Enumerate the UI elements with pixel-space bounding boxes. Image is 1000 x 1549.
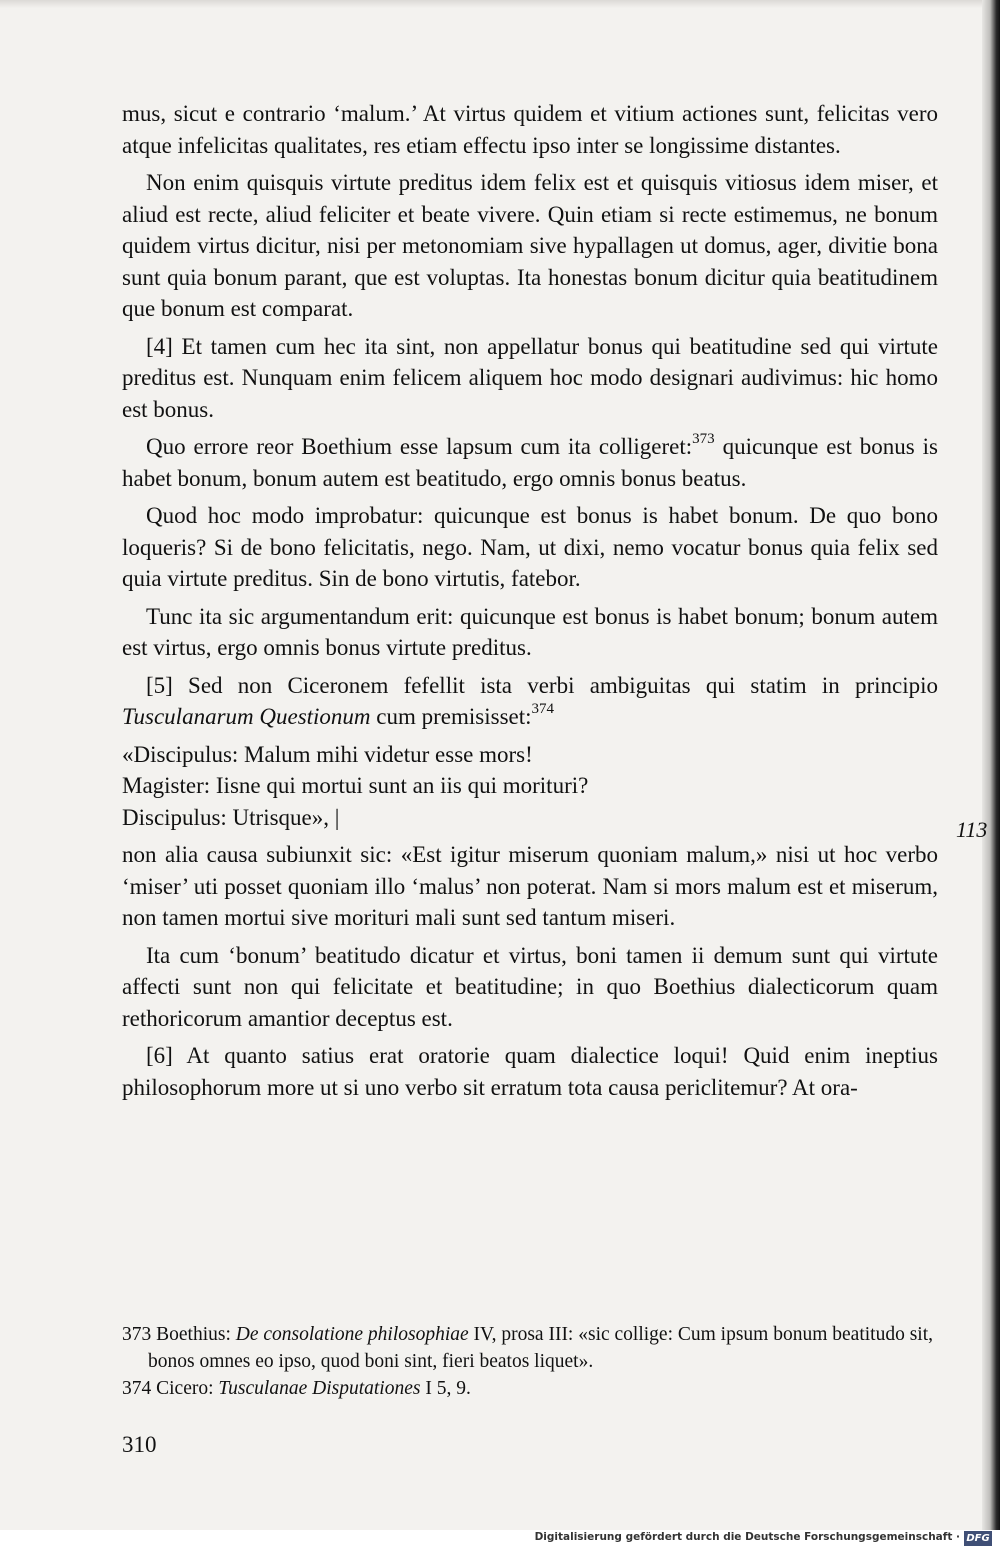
paragraph-4-text-b: quicunque est bonus is habet bonum, bonum autem est beatitudo, ergo omnis bonus beatus. [122, 434, 938, 491]
paragraph-9: Ita cum ‘bonum’ beatitudo dicatur et virtus, boni tamen ii demum sunt qui virtute affecti sunt non qui felicitate et beatitudine; in quo Boethius dialecticorum quam rethoricorum amantior deceptus est. [122, 942, 938, 1031]
paragraph-2: Non enim quisquis virtute preditus idem felix est et quisquis vitiosus idem miser, et aliud est recte, aliud feliciter et beate vivere. Quin etiam si recte estimemus, ne bonum quidem virtus dicitur, nisi per metonomiam sive hypallagen ut domus, ager, divitie bona sunt quia bonum parant, que est voluptas. Ita honestas bonum dicitur quia beatitudinem que bonum est comparat. [122, 170, 938, 321]
page-number: 310 [122, 1432, 157, 1457]
paragraph-7-text-b: cum premisisset: [370, 704, 532, 729]
paragraph-3: [4] Et tamen cum hec ita sint, non appellatur bonus qui beatitudine sed qui virtute preditus est. Nunquam enim felicem aliquem hoc modo designari audivimus: hic homo est bonus. [122, 333, 938, 422]
dfg-logo: DFG [964, 1531, 992, 1546]
footnote-title: De consolatione philosophiae [235, 1324, 469, 1345]
footnote-number: 373 [122, 1324, 152, 1345]
footnote-author: Boethius: [151, 1324, 236, 1345]
footnote-ref-373[interactable]: 373 [692, 431, 715, 448]
footnote-rest: I 5, 9. [420, 1378, 471, 1399]
paragraph-10: [6] At quanto satius erat oratorie quam dialectice loqui! Quid enim ineptius philosophorum more ut si uno verbo sit erratum tota causa periclitemur? At ora- [122, 1043, 938, 1100]
paragraph-4-text-a: Quo errore reor Boethium esse lapsum cum ita colligeret: [146, 434, 693, 459]
footnote-373 [122, 1321, 938, 1375]
footnote-ref-374[interactable]: 374 [531, 701, 555, 718]
footnote-number: 374 [122, 1378, 152, 1399]
paragraph-6: Tunc ita sic argumentandum erit: quicunque est bonus is habet bonum; bonum autem est virtus, ergo omnis bonus virtute preditus. [122, 603, 938, 660]
paragraph-7 [122, 670, 938, 733]
page-top-edge [0, 0, 1000, 8]
footnote-title: Tusculanae Disputationes [218, 1378, 421, 1399]
dialogue-line-1: «Discipulus: Malum mihi videtur esse mors! [122, 741, 533, 767]
paragraph-5: Quod hoc modo improbatur: quicunque est bonus is habet bonum. De quo bono loqueris? Si de bono felicitatis, nego. Nam, ut dixi, nemo vocatur bonus quia felix sed quia virtute preditus. Sin de bono virtutis, fatebor. [122, 503, 938, 591]
footnotes [122, 1321, 938, 1402]
footnote-author: Cicero: [151, 1378, 219, 1399]
dialogue-line-3: Discipulus: Utrisque», | [122, 804, 340, 830]
footnote-rest: IV, prosa III: «sic collige: Cum ipsum bonum beatitudo sit, bonos omnes eo ipso, quod boni sint, fieri beatos liquet». [148, 1324, 933, 1372]
dialogue-line-2: Magister: Iisne qui mortui sunt an iis qui morituri? [122, 773, 589, 798]
paragraph-7-text-a: [5] Sed non Ciceronem fefellit ista verbi ambiguitas qui statim in principio [146, 672, 938, 698]
margin-page-reference: 113 [956, 817, 988, 842]
digitization-credit: Digitalisierung gefördert durch die Deutsche Forschungsgemeinschaft · [534, 1531, 960, 1543]
dialogue-quote [122, 739, 938, 834]
paragraph-8: non alia causa subiunxit sic: «Est igitur miserum quoniam malum,» nisi ut hoc verbo ‘miser’ uti posset quoniam illo ‘malus’ non poterat. Nam si mors malum est et miserum, non tamen mortui sive morituri mali sunt sed tantum miseri. [122, 842, 938, 930]
paragraph-1: mus, sicut e contrario ‘malum.’ At virtus quidem et vitium actiones sunt, felicitas vero atque infelicitas qualitates, res etiam effectu ipso inter se longissime distantes. [122, 101, 938, 158]
work-title-tusculanarum: Tusculanarum Questionum [122, 704, 371, 729]
page-binding-shadow [982, 0, 1000, 1530]
paragraph-4 [122, 431, 938, 494]
main-text [122, 98, 938, 1109]
footnote-374 [122, 1375, 938, 1402]
